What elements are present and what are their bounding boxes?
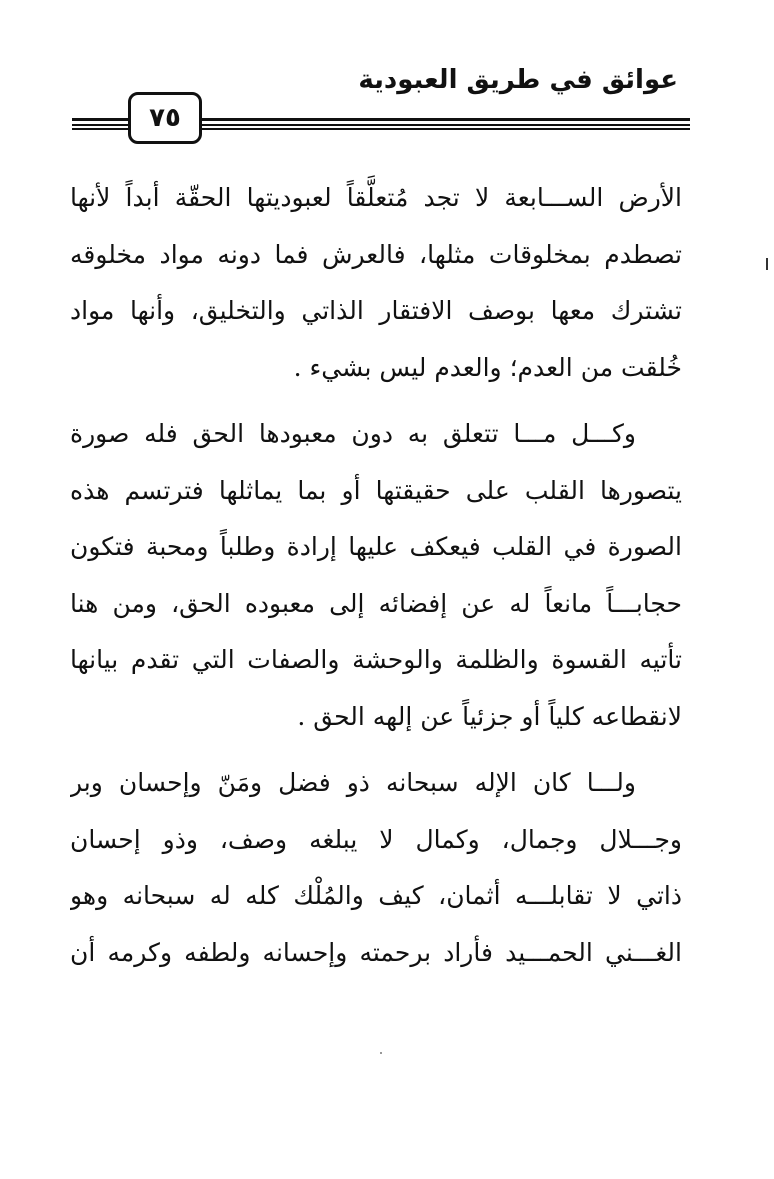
text-line: تشترك معها بوصف الافتقار الذاتي والتخليق، وأنها مواد bbox=[70, 296, 682, 325]
text-line: حجابـــاً مانعاً له عن إفضائه إلى معبوده الحق، ومن هنا bbox=[70, 588, 682, 618]
text-line: يتصورها القلب على حقيقتها أو بما يماثلها فترتسم هذه bbox=[70, 475, 682, 505]
margin-mark bbox=[766, 258, 768, 270]
paragraph-gap bbox=[70, 396, 682, 406]
text-line: الصورة في القلب فيعكف عليها إرادة وطلباً ومحبة فتكون bbox=[70, 532, 682, 561]
text-line: وكـــل مـــا تتعلق به دون معبودها الحق فله صورة bbox=[70, 419, 636, 448]
text-line: الأرض الســـابعة لا تجد مُتعلَّقاً لعبوديتها الحقّة أبداً لأنها bbox=[70, 183, 682, 212]
running-title: عوائق في طريق العبودية bbox=[358, 65, 678, 95]
page-number-box bbox=[128, 92, 202, 144]
paragraph-gap bbox=[70, 745, 682, 755]
body-text bbox=[70, 170, 682, 981]
text-line: تصطدم بمخلوقات مثلها، فالعرش فما دونه مواد مخلوقه bbox=[70, 239, 682, 269]
page-number: ٧٥ bbox=[149, 103, 181, 133]
text-line: ذاتي لا تقابلـــه أثمان، كيف والمُلْك كله له سبحانه وهو bbox=[70, 881, 682, 910]
text-line: وجـــلال وجمال، وكمال لا يبلغه وصف، وذو إحسان bbox=[70, 824, 682, 854]
text-line: تأتيه القسوة والظلمة والوحشة والصفات التي تقدم بيانها bbox=[70, 645, 682, 674]
scan-speck bbox=[380, 1052, 382, 1054]
text-line: الغـــني الحمـــيد فأراد برحمته وإحسانه ولطفه وكرمه أن bbox=[70, 937, 682, 967]
text-line: لانقطاعه كلياً أو جزئياً عن إلهه الحق . bbox=[297, 701, 682, 731]
text-line: خُلقت من العدم؛ والعدم ليس بشيء . bbox=[293, 352, 682, 382]
text-line: ولـــا كان الإله سبحانه ذو فضل ومَنّ وإحسان وبر bbox=[70, 768, 636, 797]
